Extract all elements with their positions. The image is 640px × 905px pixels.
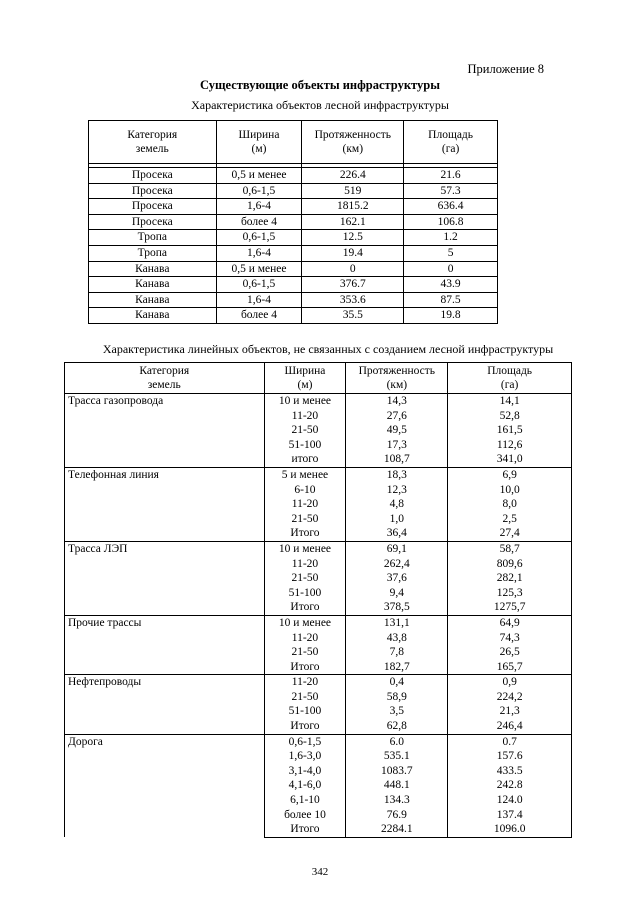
table-cell: 52,8: [448, 409, 572, 424]
table-cell: более 4: [216, 308, 302, 324]
table-cell: Итого: [264, 600, 346, 615]
table-cell: 6,1-10: [264, 793, 346, 808]
table-cell: 74,3: [448, 631, 572, 646]
column-header: [216, 121, 302, 164]
table-cell: 51-100: [264, 704, 346, 719]
table-cell: 137.4: [448, 808, 572, 823]
table-cell: 4,8: [346, 497, 448, 512]
table-cell: 51-100: [264, 438, 346, 453]
table-cell: Итого: [264, 719, 346, 734]
table-cell: 62,8: [346, 719, 448, 734]
table-cell: 27,4: [448, 526, 572, 541]
table-cell: 18,3: [346, 467, 448, 482]
table-cell: 134.3: [346, 793, 448, 808]
table-cell: 10 и менее: [264, 615, 346, 630]
category-group: [65, 734, 572, 837]
table-cell: Канава: [89, 261, 217, 277]
table-cell: 1,6-3,0: [264, 749, 346, 764]
table-cell: 21-50: [264, 645, 346, 660]
category-group: [65, 675, 572, 734]
table-cell: 1,6-4: [216, 292, 302, 308]
table-row: [89, 308, 498, 324]
table-cell: 0: [404, 261, 498, 277]
table-cell: 433.5: [448, 764, 572, 779]
table-cell: 11-20: [264, 631, 346, 646]
table-cell: более 4: [216, 214, 302, 230]
table-row: [65, 615, 572, 630]
table-cell: 1815.2: [302, 199, 404, 215]
table-cell: более 10: [264, 808, 346, 823]
table-cell: 112,6: [448, 438, 572, 453]
table-cell: 17,3: [346, 438, 448, 453]
table-cell: 49,5: [346, 423, 448, 438]
table-cell: 809,6: [448, 557, 572, 572]
column-header-line: (га): [500, 379, 519, 391]
table-cell: Просека: [89, 183, 217, 199]
table-cell: 0,6-1,5: [216, 183, 302, 199]
table-cell: 51-100: [264, 586, 346, 601]
table-cell: 106.8: [404, 214, 498, 230]
table-cell: 1,6-4: [216, 245, 302, 261]
table-cell: 636.4: [404, 199, 498, 215]
table-cell: 21-50: [264, 423, 346, 438]
table-cell: 37,6: [346, 571, 448, 586]
category-cell: Телефонная линия: [65, 467, 265, 541]
table-row: [89, 214, 498, 230]
table-row: [89, 292, 498, 308]
column-header-line: (м): [297, 379, 313, 391]
table-cell: 282,1: [448, 571, 572, 586]
appendix-label: Приложение 8: [467, 62, 544, 76]
table-cell: 535.1: [346, 749, 448, 764]
table-cell: 0,6-1,5: [216, 230, 302, 246]
table-cell: 0,6-1,5: [264, 734, 346, 749]
table-cell: 131,1: [346, 615, 448, 630]
table-cell: итого: [264, 452, 346, 467]
column-header: [346, 363, 448, 394]
table-cell: 125,3: [448, 586, 572, 601]
table-cell: Итого: [264, 660, 346, 675]
table-cell: 0: [302, 261, 404, 277]
table-cell: 161,5: [448, 423, 572, 438]
table-cell: 8,0: [448, 497, 572, 512]
column-header-line: Площадь: [487, 365, 533, 377]
table-cell: 353.6: [302, 292, 404, 308]
table-row: [65, 541, 572, 556]
column-header-line: (м): [251, 143, 267, 155]
table-cell: 6,9: [448, 467, 572, 482]
category-group: [65, 615, 572, 674]
table-cell: 1275,7: [448, 600, 572, 615]
table-row: [65, 467, 572, 482]
table-cell: 3,5: [346, 704, 448, 719]
table-cell: 262,4: [346, 557, 448, 572]
category-group: [65, 467, 572, 541]
table-cell: 21.6: [404, 168, 498, 184]
table-cell: 19.4: [302, 245, 404, 261]
table-cell: 5: [404, 245, 498, 261]
table-cell: Просека: [89, 214, 217, 230]
column-header-line: (га): [441, 143, 460, 155]
linear-objects-table: [64, 362, 572, 838]
table-row: [89, 168, 498, 184]
category-group: [65, 394, 572, 468]
table-cell: 58,7: [448, 541, 572, 556]
table-cell: Канава: [89, 292, 217, 308]
table-cell: 1,0: [346, 512, 448, 527]
table-cell: Просека: [89, 168, 217, 184]
table-cell: 21-50: [264, 571, 346, 586]
table-cell: 157.6: [448, 749, 572, 764]
table-cell: 6.0: [346, 734, 448, 749]
table2-caption: Характеристика линейных объектов, не связанных с созданием лесной инфраструктуры: [102, 342, 554, 356]
table-cell: 2,5: [448, 512, 572, 527]
table-cell: 76.9: [346, 808, 448, 823]
table-row: [89, 277, 498, 293]
column-header-line: Площадь: [428, 129, 474, 141]
column-header-line: (км): [386, 379, 408, 391]
table-cell: Канава: [89, 277, 217, 293]
table-cell: 1083.7: [346, 764, 448, 779]
table-cell: 378,5: [346, 600, 448, 615]
column-header-line: Категория: [139, 365, 190, 377]
table-cell: Тропа: [89, 230, 217, 246]
table-row: [89, 183, 498, 199]
table-cell: 224,2: [448, 690, 572, 705]
table-cell: Итого: [264, 822, 346, 837]
table-cell: 10,0: [448, 483, 572, 498]
column-header-line: Ширина: [284, 365, 326, 377]
table-cell: 12,3: [346, 483, 448, 498]
table-cell: 58,9: [346, 690, 448, 705]
column-header-line: земель: [135, 143, 169, 155]
table1-caption: Характеристика объектов лесной инфраструктуры: [191, 98, 449, 112]
table-row: [65, 675, 572, 690]
table-cell: 7,8: [346, 645, 448, 660]
table-cell: 21-50: [264, 512, 346, 527]
category-cell: Трасса газопровода: [65, 394, 265, 468]
table-cell: 0.7: [448, 734, 572, 749]
table-cell: 0,5 и менее: [216, 168, 302, 184]
category-cell: Трасса ЛЭП: [65, 541, 265, 615]
table-row: [65, 394, 572, 409]
page-title: Существующие объекты инфраструктуры: [200, 78, 440, 92]
category-cell: Прочие трассы: [65, 615, 265, 674]
table-cell: 10 и менее: [264, 394, 346, 409]
category-cell: Нефтепроводы: [65, 675, 265, 734]
table-cell: 11-20: [264, 409, 346, 424]
table-cell: 6-10: [264, 483, 346, 498]
table-row: [89, 199, 498, 215]
table-cell: 246,4: [448, 719, 572, 734]
table-cell: 162.1: [302, 214, 404, 230]
table-row: [65, 734, 572, 749]
table-cell: 182,7: [346, 660, 448, 675]
table-cell: 26,5: [448, 645, 572, 660]
table-cell: Итого: [264, 526, 346, 541]
table-cell: 9,4: [346, 586, 448, 601]
column-header-line: Протяженность: [314, 129, 391, 141]
table-row: [89, 245, 498, 261]
page-number: 342: [311, 866, 329, 878]
table-cell: 11-20: [264, 557, 346, 572]
table-cell: Просека: [89, 199, 217, 215]
table-cell: 376.7: [302, 277, 404, 293]
category-group: [65, 541, 572, 615]
table-cell: 341,0: [448, 452, 572, 467]
table-cell: 19.8: [404, 308, 498, 324]
table-cell: 165,7: [448, 660, 572, 675]
table-cell: 226.4: [302, 168, 404, 184]
column-header-line: Категория: [127, 129, 178, 141]
table-cell: 124.0: [448, 793, 572, 808]
column-header-line: земель: [147, 379, 181, 391]
column-header-line: (км): [342, 143, 364, 155]
table-cell: 69,1: [346, 541, 448, 556]
table-cell: 1096.0: [448, 822, 572, 837]
table-row: [89, 261, 498, 277]
table-cell: 64,9: [448, 615, 572, 630]
column-header: [302, 121, 404, 164]
forest-infrastructure-table: [88, 120, 498, 324]
table-cell: 0,9: [448, 675, 572, 690]
table-cell: 10 и менее: [264, 541, 346, 556]
column-header: [89, 121, 217, 164]
table-cell: 519: [302, 183, 404, 199]
table-cell: 14,1: [448, 394, 572, 409]
table-cell: Тропа: [89, 245, 217, 261]
table-cell: 242.8: [448, 778, 572, 793]
table-cell: 108,7: [346, 452, 448, 467]
table-cell: Канава: [89, 308, 217, 324]
table-cell: 35.5: [302, 308, 404, 324]
table-cell: 0,6-1,5: [216, 277, 302, 293]
table-cell: 36,4: [346, 526, 448, 541]
table-cell: 11-20: [264, 497, 346, 512]
table-cell: 1.2: [404, 230, 498, 246]
table-cell: 12.5: [302, 230, 404, 246]
table-cell: 448.1: [346, 778, 448, 793]
column-header-line: Ширина: [238, 129, 280, 141]
table-cell: 21,3: [448, 704, 572, 719]
table-cell: 21-50: [264, 690, 346, 705]
column-header: [264, 363, 346, 394]
table-cell: 0,4: [346, 675, 448, 690]
table-cell: 11-20: [264, 675, 346, 690]
table-cell: 1,6-4: [216, 199, 302, 215]
table-cell: 3,1-4,0: [264, 764, 346, 779]
table-cell: 4,1-6,0: [264, 778, 346, 793]
column-header-line: Протяженность: [358, 365, 436, 377]
category-cell: Дорога: [65, 734, 265, 837]
table-cell: 27,6: [346, 409, 448, 424]
table-cell: 14,3: [346, 394, 448, 409]
column-header: [448, 363, 572, 394]
table-cell: 5 и менее: [264, 467, 346, 482]
table-cell: 87.5: [404, 292, 498, 308]
column-header: [65, 363, 265, 394]
table-cell: 0,5 и менее: [216, 261, 302, 277]
table-cell: 43,8: [346, 631, 448, 646]
column-header: [404, 121, 498, 164]
table-row: [89, 230, 498, 246]
table-cell: 43.9: [404, 277, 498, 293]
table-cell: 2284.1: [346, 822, 448, 837]
table-cell: 57.3: [404, 183, 498, 199]
